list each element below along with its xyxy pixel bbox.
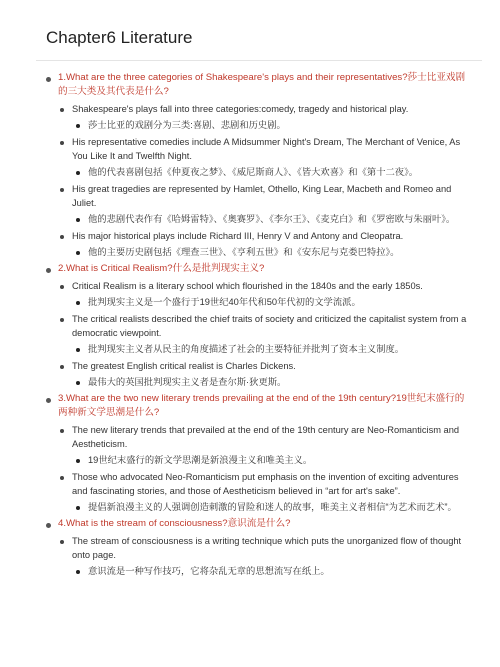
translation-list [72, 165, 472, 179]
translation-item [72, 500, 472, 514]
translation-list [72, 118, 472, 132]
answer-item [58, 312, 472, 356]
translation-item [72, 165, 472, 179]
question-item [46, 262, 472, 389]
english-text: His great tragedies are represented by Hamlet, Othello, King Lear, Macbeth and Romeo and Juliet. [72, 184, 452, 208]
translation-list [72, 212, 472, 226]
translation-list [72, 245, 472, 259]
chinese-text: 莎士比亚的戏剧分为三类:喜剧、悲剧和历史剧。 [88, 120, 286, 130]
translation-item [72, 212, 472, 226]
answer-list [58, 423, 472, 514]
answer-item [58, 470, 472, 514]
translation-item [72, 295, 472, 309]
english-text: The greatest English critical realist is Charles Dickens. [72, 361, 296, 371]
translation-list [72, 564, 472, 578]
english-text: The critical realists described the chief traits of society and criticized the capitalist system from a democratic viewpoint. [72, 314, 467, 338]
question-heading: 4.What is the stream of consciousness?意识流是什么? [58, 518, 291, 529]
translation-item [72, 564, 472, 578]
question-heading: 2.What is Critical Realism?什么是批判现实主义? [58, 263, 265, 274]
answer-item [58, 102, 472, 132]
chinese-text: 他的主要历史剧包括《理查三世》、《亨利五世》和《安东尼与克娄巴特拉》。 [88, 247, 400, 257]
answer-item [58, 135, 472, 179]
translation-list [72, 295, 472, 309]
english-text: The new literary trends that prevailed at the end of the 19th century are Neo-Romanticism and Aestheticism. [72, 425, 460, 449]
chinese-text: 19世纪末盛行的新文学思潮是新浪漫主义和唯美主义。 [88, 455, 313, 465]
answer-item [58, 279, 472, 309]
translation-item [72, 453, 472, 467]
english-text: His major historical plays include Richard III, Henry V and Antony and Cleopatra. [72, 231, 404, 241]
answer-item [58, 534, 472, 578]
chinese-text: 他的代表喜剧包括《仲夏夜之梦》、《威尼斯商人》、《皆大欢喜》和《第十二夜》。 [88, 167, 419, 177]
page-title: Chapter6 Literature [46, 28, 193, 47]
english-text: His representative comedies include A Midsummer Night's Dream, The Merchant of Venice, As You Like It and Twelfth Night. [72, 137, 461, 161]
answer-list [58, 279, 472, 389]
answer-list [58, 534, 472, 578]
title-divider [36, 60, 482, 61]
question-item [46, 392, 472, 514]
answer-list [58, 102, 472, 259]
translation-item [72, 118, 472, 132]
question-list [46, 71, 472, 578]
translation-item [72, 245, 472, 259]
answer-item [58, 423, 472, 467]
chinese-text: 意识流是一种写作技巧，它将杂乱无章的思想流写在纸上。 [88, 566, 330, 576]
answer-item [58, 359, 472, 389]
question-item [46, 71, 472, 259]
translation-list [72, 453, 472, 467]
chinese-text: 提倡新浪漫主义的人强调创造刺激的冒险和迷人的故事，唯美主义者相信“为艺术而艺术”。 [88, 502, 457, 512]
translation-item [72, 375, 472, 389]
translation-list [72, 500, 472, 514]
question-item [46, 517, 472, 578]
answer-item [58, 229, 472, 259]
english-text: Those who advocated Neo-Romanticism put emphasis on the invention of exciting adventures and fascinating stories, and those of Aestheticism believed in “art for art's sake”. [72, 472, 459, 496]
answer-item [58, 182, 472, 226]
english-text: Shakespeare's plays fall into three categories:comedy, tragedy and historical play. [72, 104, 409, 114]
translation-list [72, 375, 472, 389]
english-text: Critical Realism is a literary school which flourished in the 1840s and the early 1850s. [72, 281, 423, 291]
chinese-text: 他的悲剧代表作有《哈姆雷特》、《奥赛罗》、《李尔王》、《麦克白》和《罗密欧与朱丽叶》。 [88, 214, 456, 224]
chinese-text: 批判现实主义是一个盛行于19世纪40年代和50年代初的文学流派。 [88, 297, 361, 307]
chinese-text: 批判现实主义者从民主的角度描述了社会的主要特征并批判了资本主义制度。 [88, 344, 405, 354]
question-heading: 1.What are the three categories of Shakespeare's plays and their representatives?莎士比亚戏剧的三大类及其代表是什么? [58, 72, 466, 97]
question-heading: 3.What are the two new literary trends prevailing at the end of the 19th century?19世纪末盛行的两种新文学思潮是什么? [58, 393, 465, 418]
translation-item [72, 342, 472, 356]
english-text: The stream of consciousness is a writing technique which puts the unorganized flow of thought onto page. [72, 536, 462, 560]
chinese-text: 最伟大的英国批判现实主义者是查尔斯·狄更斯。 [88, 377, 287, 387]
translation-list [72, 342, 472, 356]
